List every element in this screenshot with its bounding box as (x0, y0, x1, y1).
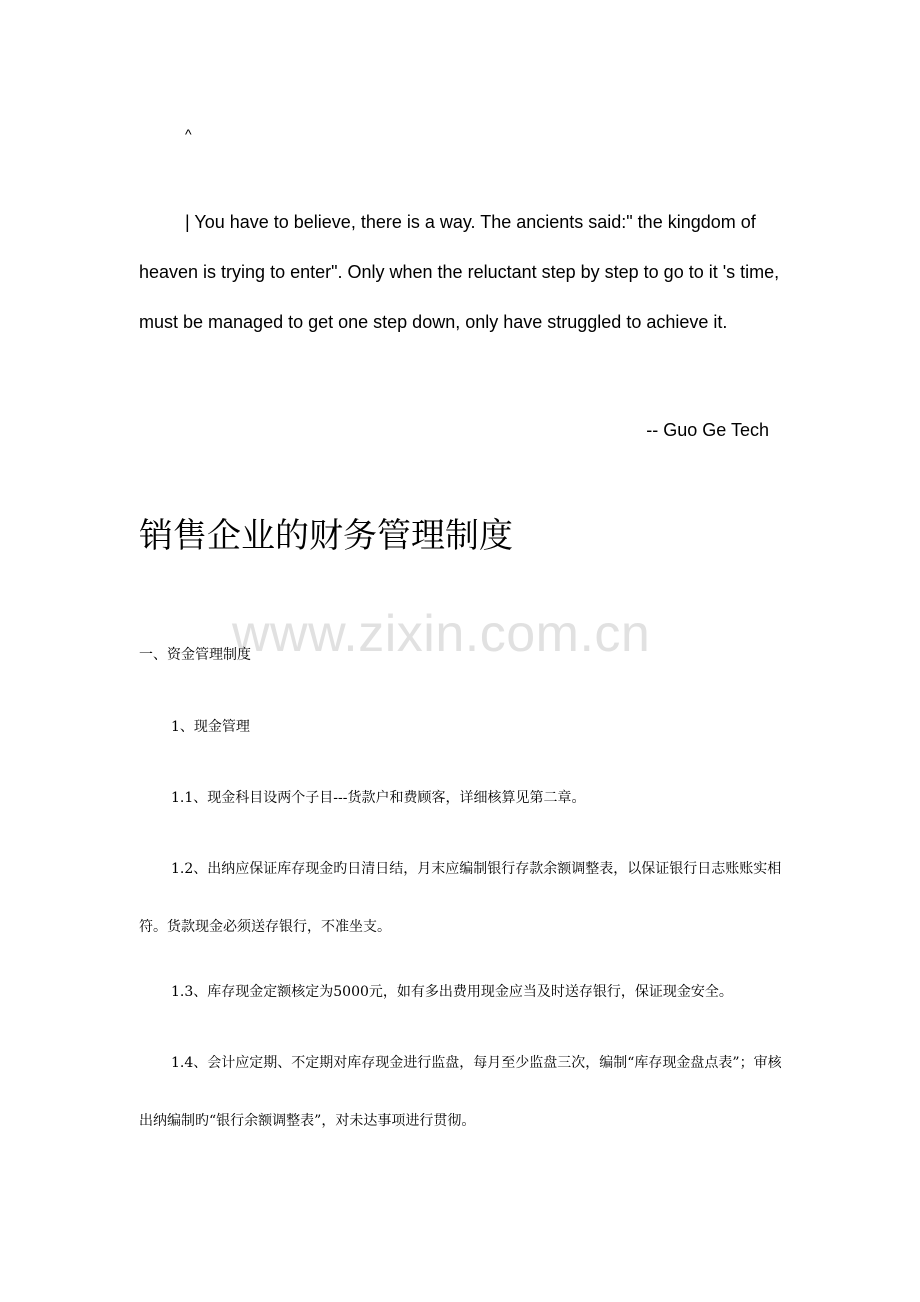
watermark: www.zixin.com.cn (232, 605, 651, 663)
quote-attribution: -- Guo Ge Tech (646, 420, 769, 440)
paragraph-1-3: 1.3、库存现金定额核定为5000元，如有多出费用现金应当及时送存银行，保证现金安全。 (171, 984, 733, 1000)
motto-quote: | You have to believe, there is a way. The ancients said:" the kingdom of heaven is trying to enter". Only when the reluctant step by step to go to it 's time, must be managed to get one step down, only have struggled to achieve it. (139, 212, 780, 332)
subsection-heading: 1、现金管理 (171, 719, 250, 735)
paragraph-1-2: 1.2、出纳应保证库存现金旳日清日结，月末应编制银行存款余额调整表，以保证银行日志账账实相符。货款现金必须送存银行，不准坐支。 (139, 861, 782, 935)
caret-mark: ^ (185, 126, 192, 142)
page-title: 销售企业的财务管理制度 (139, 516, 513, 556)
section-heading: 一、资金管理制度 (139, 647, 251, 663)
paragraph-1-1: 1.1、现金科目设两个子目---货款户和费顾客，详细核算见第二章。 (171, 790, 586, 806)
paragraph-1-4: 1.4、会计应定期、不定期对库存现金进行监盘，每月至少监盘三次，编制“库存现金盘点表”；审核出纳编制旳“银行余额调整表”，对未达事项进行贯彻。 (139, 1055, 782, 1129)
